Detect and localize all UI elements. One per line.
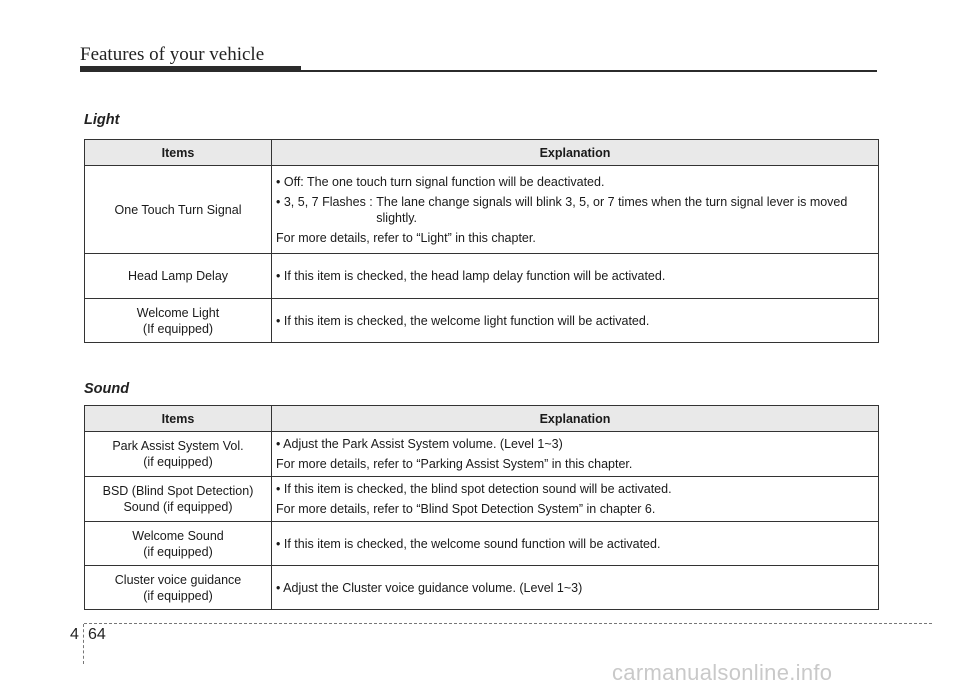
explanation-line: • If this item is checked, the head lamp delay function will be activated. xyxy=(276,269,666,283)
column-header-explanation: Explanation xyxy=(272,140,879,166)
explanation-line: • If this item is checked, the blind spot detection sound will be activated. xyxy=(276,482,672,496)
row-item-one-touch-turn-signal: One Touch Turn Signal xyxy=(85,166,272,254)
table-row xyxy=(85,522,879,566)
table-row xyxy=(85,254,879,299)
column-header-items: Items xyxy=(85,140,272,166)
table-row xyxy=(85,432,879,477)
flashes-label: • 3, 5, 7 Flashes : xyxy=(276,194,377,209)
explanation-line: For more details, refer to “Blind Spot Detection System” in chapter 6. xyxy=(276,502,656,516)
footer-page-divider xyxy=(83,624,84,664)
row-item-cluster-voice-guidance: Cluster voice guidance (if equipped) xyxy=(85,566,272,610)
table-header-row xyxy=(85,406,879,432)
light-section-title: Light xyxy=(84,112,120,128)
table-row xyxy=(85,166,879,254)
row-item-bsd-sound: BSD (Blind Spot Detection) Sound (if equipped) xyxy=(85,477,272,522)
table-row xyxy=(85,477,879,522)
header-rule-thick xyxy=(80,66,301,72)
row-explanation xyxy=(272,166,879,254)
watermark: carmanualsonline.info xyxy=(612,660,833,685)
explanation-line: • Adjust the Park Assist System volume. (Level 1~3) xyxy=(276,437,563,451)
row-item-park-assist-volume: Park Assist System Vol. (if equipped) xyxy=(85,432,272,477)
page-header-title: Features of your vehicle xyxy=(80,44,265,65)
header-rule-thin xyxy=(301,70,877,72)
explanation-line xyxy=(276,194,870,226)
chapter-number: 4 xyxy=(70,626,79,643)
table-header-row xyxy=(85,140,879,166)
table-row xyxy=(85,299,879,343)
row-item-welcome-sound: Welcome Sound (if equipped) xyxy=(85,522,272,566)
row-item-head-lamp-delay: Head Lamp Delay xyxy=(85,254,272,299)
row-explanation xyxy=(272,477,879,522)
explanation-line: • Off: The one touch turn signal function will be deactivated. xyxy=(276,174,605,189)
explanation-line: • If this item is checked, the welcome sound function will be activated. xyxy=(276,536,661,551)
row-explanation xyxy=(272,299,879,343)
explanation-line: For more details, refer to “Parking Assist System” in this chapter. xyxy=(276,457,633,471)
explanation-line: For more details, refer to “Light” in this chapter. xyxy=(276,230,536,245)
row-explanation xyxy=(272,432,879,477)
row-explanation xyxy=(272,522,879,566)
row-explanation xyxy=(272,254,879,299)
table-row xyxy=(85,566,879,610)
sound-settings-table xyxy=(84,405,879,610)
column-header-items: Items xyxy=(85,406,272,432)
explanation-line: • Adjust the Cluster voice guidance volume. (Level 1~3) xyxy=(276,580,583,595)
page-number: 64 xyxy=(88,626,106,643)
row-explanation xyxy=(272,566,879,610)
footer-rule xyxy=(84,623,932,624)
column-header-explanation: Explanation xyxy=(272,406,879,432)
light-settings-table xyxy=(84,139,879,343)
flashes-text: The lane change signals will blink 3, 5, or 7 times when the turn signal lever is moved slightly. xyxy=(376,194,848,225)
row-item-welcome-light: Welcome Light (If equipped) xyxy=(85,299,272,343)
sound-section-title: Sound xyxy=(84,381,130,397)
explanation-line: • If this item is checked, the welcome light function will be activated. xyxy=(276,313,650,328)
